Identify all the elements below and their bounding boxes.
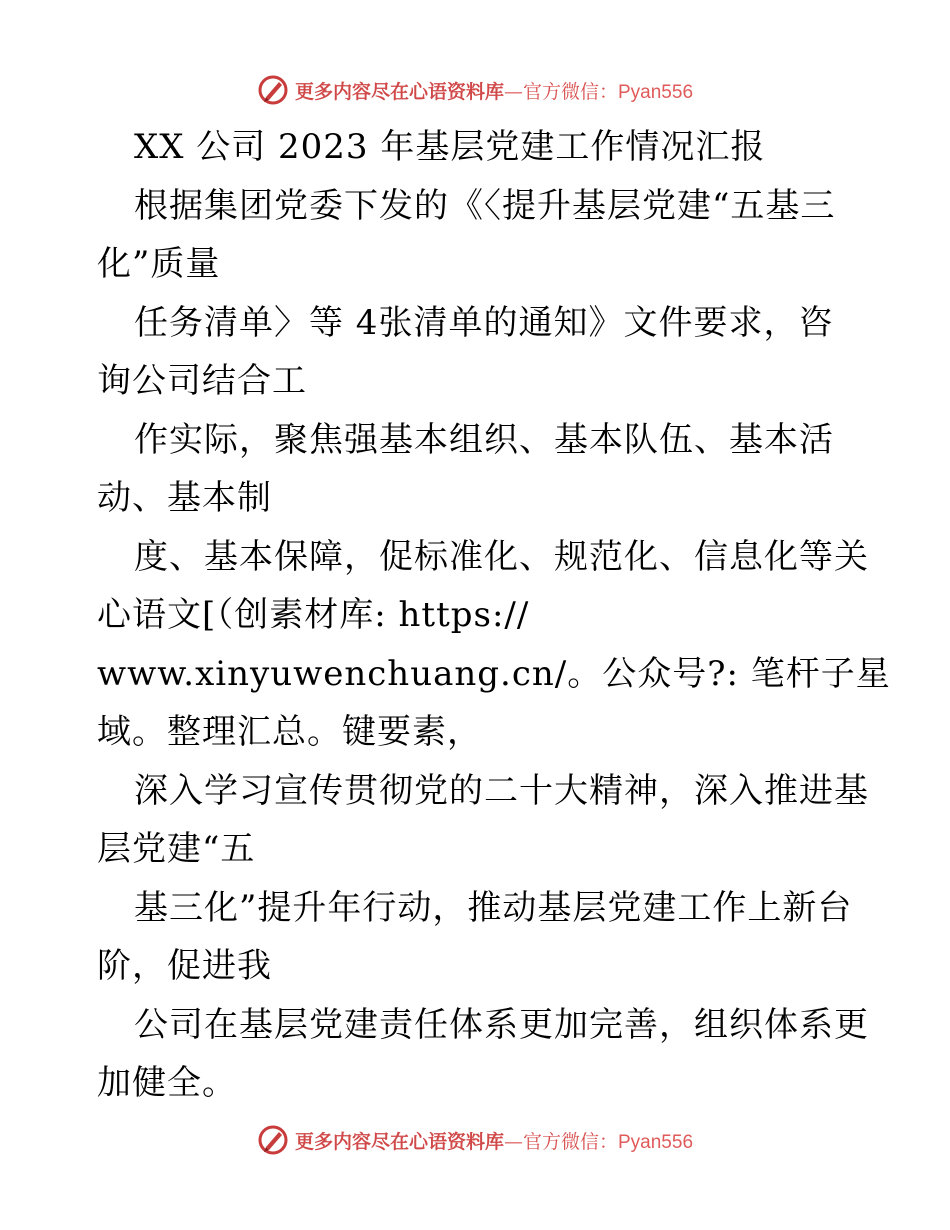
paragraph-line: 任务清单〉等 4张清单的通知》文件要求，咨 (134, 302, 834, 343)
document-body (97, 118, 891, 1113)
paragraph-line: 公司在基层党建责任体系更加完善，组织体系更 (134, 1004, 869, 1045)
paragraph-line: www.xinyuwenchuang.cn/。公众号?: 笔杆子星 (97, 653, 891, 694)
paragraph-line: 作实际，聚焦强基本组织、基本队伍、基本活 (134, 419, 834, 460)
paragraph-line: 心语文[（创素材库: https:// (97, 595, 530, 635)
footer-watermark (0, 1122, 950, 1158)
paragraph-line: 层党建“五 (97, 829, 256, 869)
paragraph-line: 加健全。 (97, 1063, 237, 1103)
paragraph-line: 度、基本保障，促标准化、规范化、信息化等关 (134, 536, 869, 577)
document-title: XX 公司 2023 年基层党建工作情况汇报 (134, 127, 766, 167)
pen-circle-logo-icon (257, 74, 289, 106)
paragraph-line: 域。整理汇总。键要素， (97, 712, 482, 752)
paragraph-line: 根据集团党委下发的《〈提升基层党建“五基三 (134, 185, 836, 226)
paragraph-line: 询公司结合工 (97, 361, 307, 401)
paragraph-line: 基三化”提升年行动，推动基层党建工作上新台 (134, 887, 853, 928)
pen-circle-logo-icon (257, 1124, 289, 1156)
paragraph-line: 动、基本制 (97, 478, 272, 518)
watermark-text: 更多内容尽在心语资料库—官方微信：Pyan556 (294, 1130, 694, 1153)
paragraph-line: 阶，促进我 (97, 946, 272, 986)
header-watermark (0, 72, 950, 108)
paragraph-line: 深入学习宣传贯彻党的二十大精神，深入推进基 (134, 770, 869, 811)
watermark-text: 更多内容尽在心语资料库—官方微信：Pyan556 (294, 80, 694, 103)
paragraph-line: 化”质量 (97, 244, 221, 284)
